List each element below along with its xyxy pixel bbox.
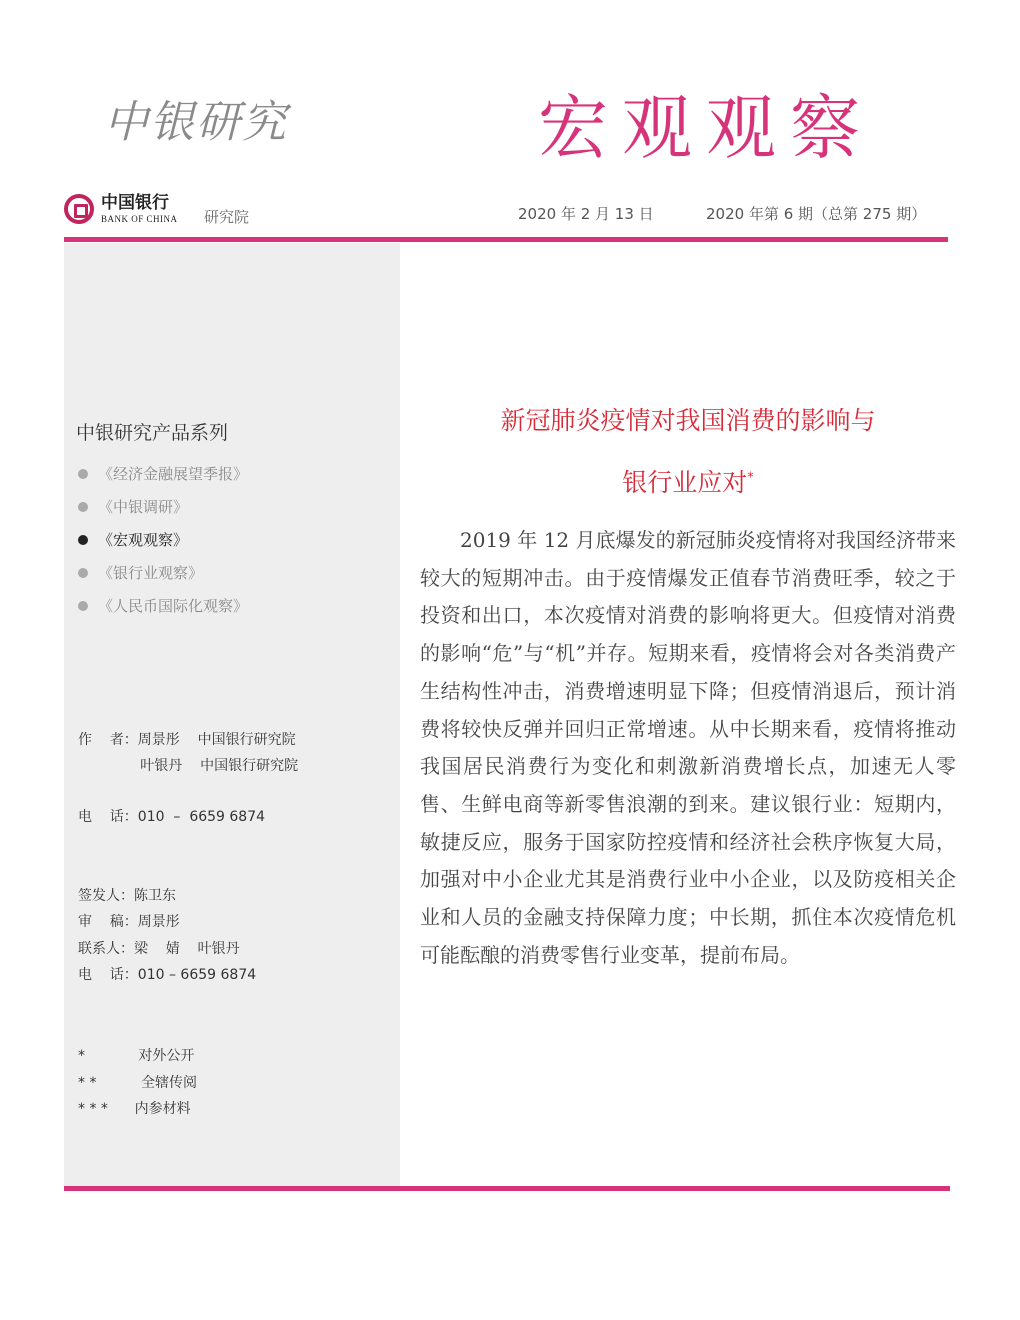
publication-title: 宏观观察 xyxy=(538,87,874,169)
contact-line: 联系人：梁 婧 叶银丹 xyxy=(78,941,240,957)
article-title-line2: 银行业应对* xyxy=(622,468,754,497)
bank-of-china-icon xyxy=(64,194,94,224)
bank-logo xyxy=(64,194,178,224)
top-divider xyxy=(64,237,948,242)
footnote-mark: * xyxy=(747,470,754,486)
issue-number: 2020 年第 6 期（总第 275 期） xyxy=(706,205,927,223)
article-body: 2019 年 12 月底爆发的新冠肺炎疫情将对我国经济带来较大的短期冲击。由于疫情爆发正值春节消费旺季，较之于投资和出口，本次疫情对消费的影响将更大。但疫情对消费的影响“危”与“机”并存。短期来看，疫情将会对各类消费产生结构性冲击，消费增速明显下降；但疫情消退后，预计消费将较快反弹并回归正常增速。从中长期来看，疫情将推动我国居民消费行为变化和刺激新消费增长点，加速无人零售、生鲜电商等新零售浪潮的到来。建议银行业：短期内，敏捷反应，服务于国家防控疫情和经济社会秩序恢复大局，加强对中小企业尤其是消费行业中小企业，以及防疫相关企业和人员的金融支持保障力度；中长期，抓住本次疫情危机可能酝酿的消费零售行业变革，提前布局。 xyxy=(420,528,956,967)
legend-public: * 对外公开 xyxy=(78,1048,195,1064)
publish-date: 2020 年 2 月 13 日 xyxy=(518,205,654,223)
authors-line: 作 者：周景彤 中国银行研究院 xyxy=(78,732,296,748)
bullet-icon xyxy=(78,601,88,611)
series-item: 《人民币国际化观察》 xyxy=(78,589,248,622)
article-title-line1: 新冠肺炎疫情对我国消费的影响与 xyxy=(500,406,876,435)
contact-phone-line: 电 话：010 – 6659 6874 xyxy=(78,967,257,983)
bullet-icon xyxy=(78,568,88,578)
sidebar-panel xyxy=(64,243,400,1186)
phone-line: 电 话：010 – 6659 6874 xyxy=(78,809,266,825)
bottom-divider xyxy=(64,1186,950,1191)
bullet-icon xyxy=(78,535,88,545)
legend-internal: * * 全辖传阅 xyxy=(78,1075,197,1091)
series-item-active: 《宏观观察》 xyxy=(78,523,248,556)
series-list xyxy=(78,457,248,622)
issuer-line: 签发人：陈卫东 xyxy=(78,888,176,904)
reviewer-line: 审 稿：周景彤 xyxy=(78,914,180,930)
research-logo: 中银研究 xyxy=(104,97,288,148)
institute-label: 研究院 xyxy=(204,208,250,226)
legend-confidential: * * * 内参材料 xyxy=(78,1101,191,1117)
bank-name-cn: 中国银行 xyxy=(101,192,169,213)
series-item: 《经济金融展望季报》 xyxy=(78,457,248,490)
bullet-icon xyxy=(78,502,88,512)
bank-name-en: BANK OF CHINA xyxy=(101,213,178,224)
authors-line: 叶银丹 中国银行研究院 xyxy=(78,758,299,774)
series-item: 《中银调研》 xyxy=(78,490,248,523)
series-item: 《银行业观察》 xyxy=(78,556,248,589)
bullet-icon xyxy=(78,469,88,479)
series-title: 中银研究产品系列 xyxy=(76,422,229,444)
